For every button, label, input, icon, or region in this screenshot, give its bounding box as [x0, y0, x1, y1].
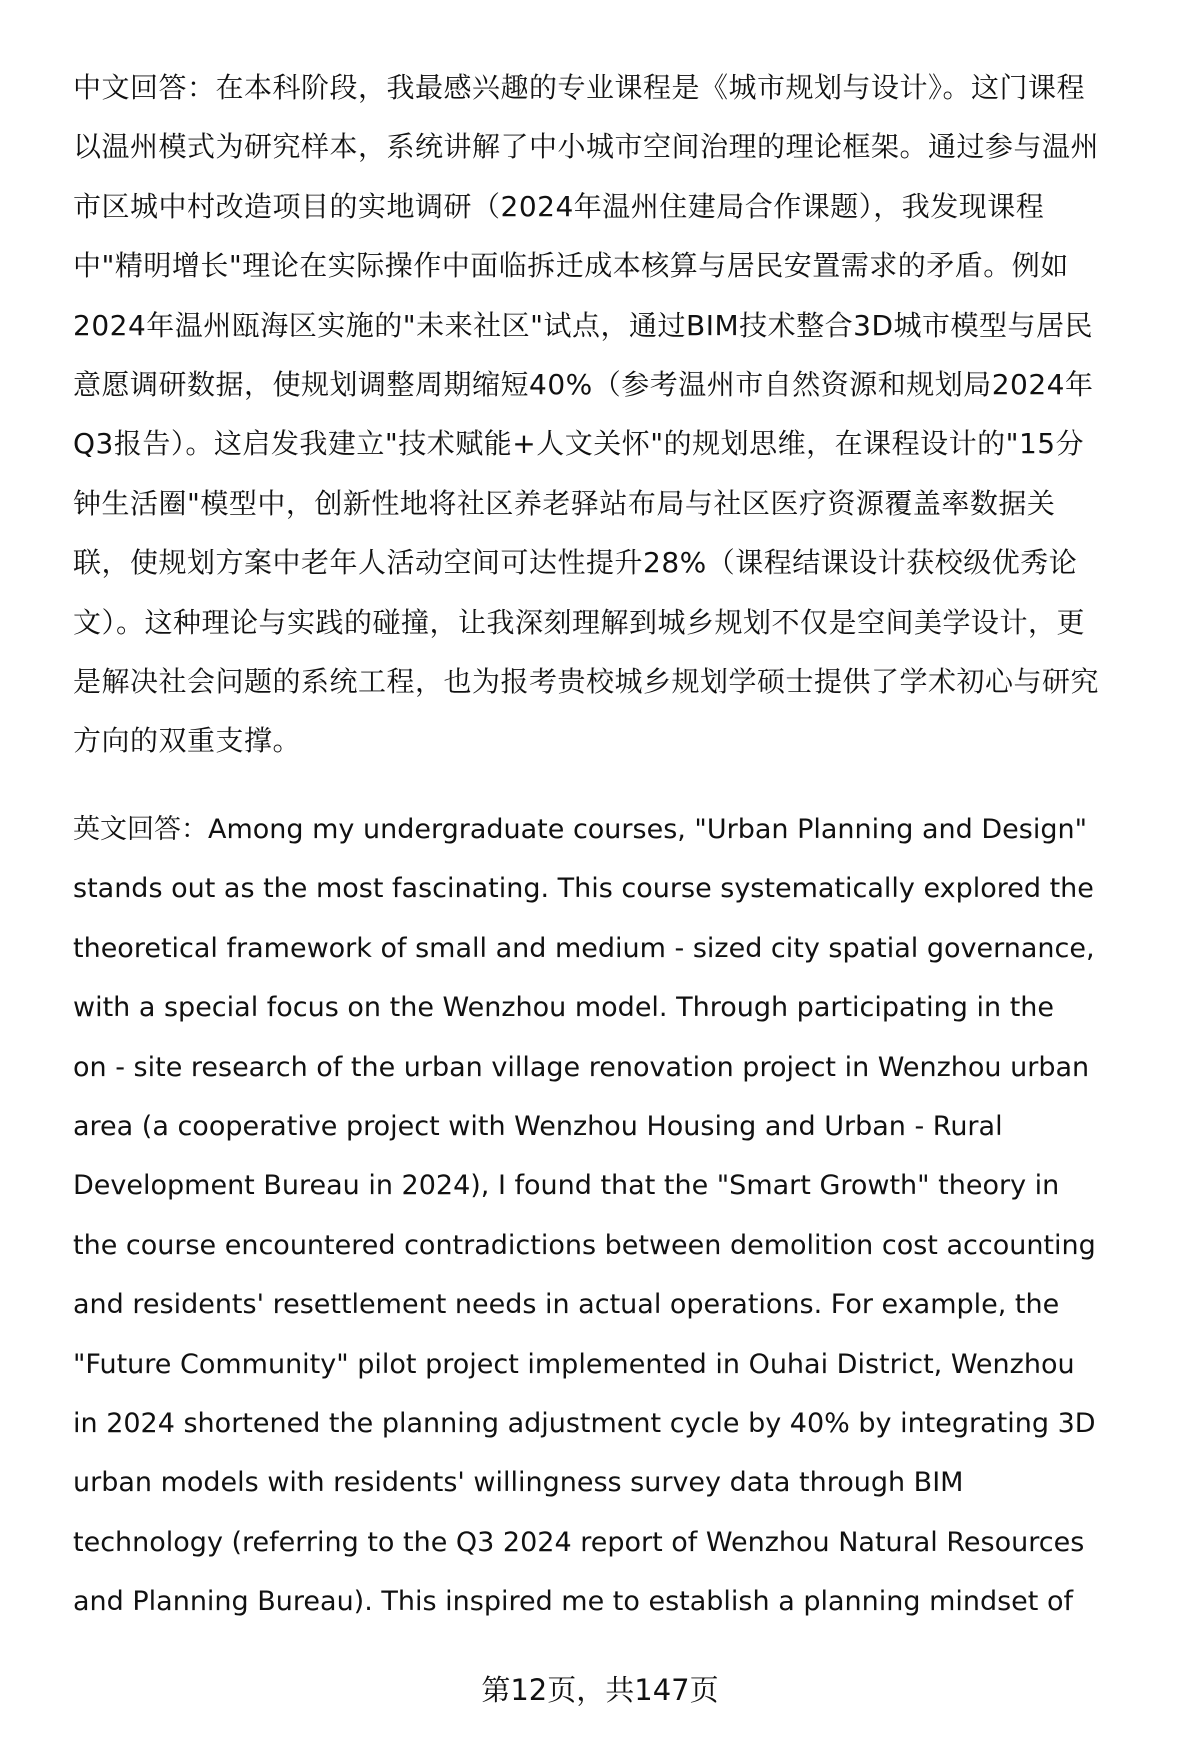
text-line: 中文回答：在本科阶段，我最感兴趣的专业课程是《城市规划与设计》。这门课程 [73, 71, 1086, 104]
page-number: 第12页，共147页 [481, 1673, 719, 1707]
text-line: 中"精明增长"理论在实际操作中面临拆迁成本核算与居民安置需求的矛盾。例如 [73, 249, 1069, 283]
text-line: 联，使规划方案中老年人活动空间可达性提升28%（课程结课设计获校级优秀论 [73, 546, 1078, 580]
text-line: 文）。这种理论与实践的碰撞，让我深刻理解到城乡规划不仅是空间美学设计，更 [73, 605, 1086, 639]
text-line: 是解决社会问题的系统工程，也为报考贵校城乡规划学硕士提供了学术初心与研究 [73, 665, 1100, 698]
text-line: Development Bureau in 2024), I found that the "Smart Growth" theory in [73, 1170, 1060, 1202]
text-line: 意愿调研数据，使规划调整周期缩短40%（参考温州市自然资源和规划局2024年 [73, 368, 1094, 401]
text-line: 钟生活圈"模型中，创新性地将社区养老驿站布局与社区医疗资源覆盖率数据关 [73, 486, 1056, 520]
text-line: "Future Community" pilot project implemented in Ouhai District, Wenzhou [73, 1348, 1075, 1380]
text-line: on - site research of the urban village renovation project in Wenzhou urban [73, 1051, 1090, 1083]
text-line: the course encountered contradictions between demolition cost accounting [73, 1229, 1096, 1261]
text-line: area (a cooperative project with Wenzhou Housing and Urban - Rural [73, 1111, 1003, 1142]
text-line: 方向的双重支撑。 [73, 724, 302, 758]
text-line: 市区城中村改造项目的实地调研（2024年温州住建局合作课题），我发现课程 [73, 189, 1045, 223]
text-line: in 2024 shortened the planning adjustment cycle by 40% by integrating 3D [73, 1408, 1096, 1439]
text-line: and Planning Bureau). This inspired me to establish a planning mindset of [73, 1586, 1073, 1618]
text-line: technology (referring to the Q3 2024 report of Wenzhou Natural Resources [73, 1526, 1085, 1558]
text-line: urban models with residents' willingness survey data through BIM [73, 1467, 964, 1499]
text-line: theoretical framework of small and medium - sized city spatial governance, [73, 932, 1095, 964]
text-line: with a special focus on the Wenzhou model. Through participating in the [73, 992, 1055, 1024]
text-line: 英文回答：Among my undergraduate courses, "Urban Planning and Design" [73, 814, 1088, 845]
text-line: stands out as the most fascinating. This course systematically explored the [73, 873, 1094, 905]
text-line: 以温州模式为研究样本，系统讲解了中小城市空间治理的理论框架。通过参与温州 [73, 130, 1100, 164]
text-line: Q3报告）。这启发我建立"技术赋能+人文关怀"的规划思维，在课程设计的"15分 [73, 427, 1085, 461]
text-line: 2024年温州瓯海区实施的"未来社区"试点，通过BIM技术整合3D城市模型与居民 [73, 308, 1094, 342]
text-line: and residents' resettlement needs in actual operations. For example, the [73, 1289, 1060, 1321]
